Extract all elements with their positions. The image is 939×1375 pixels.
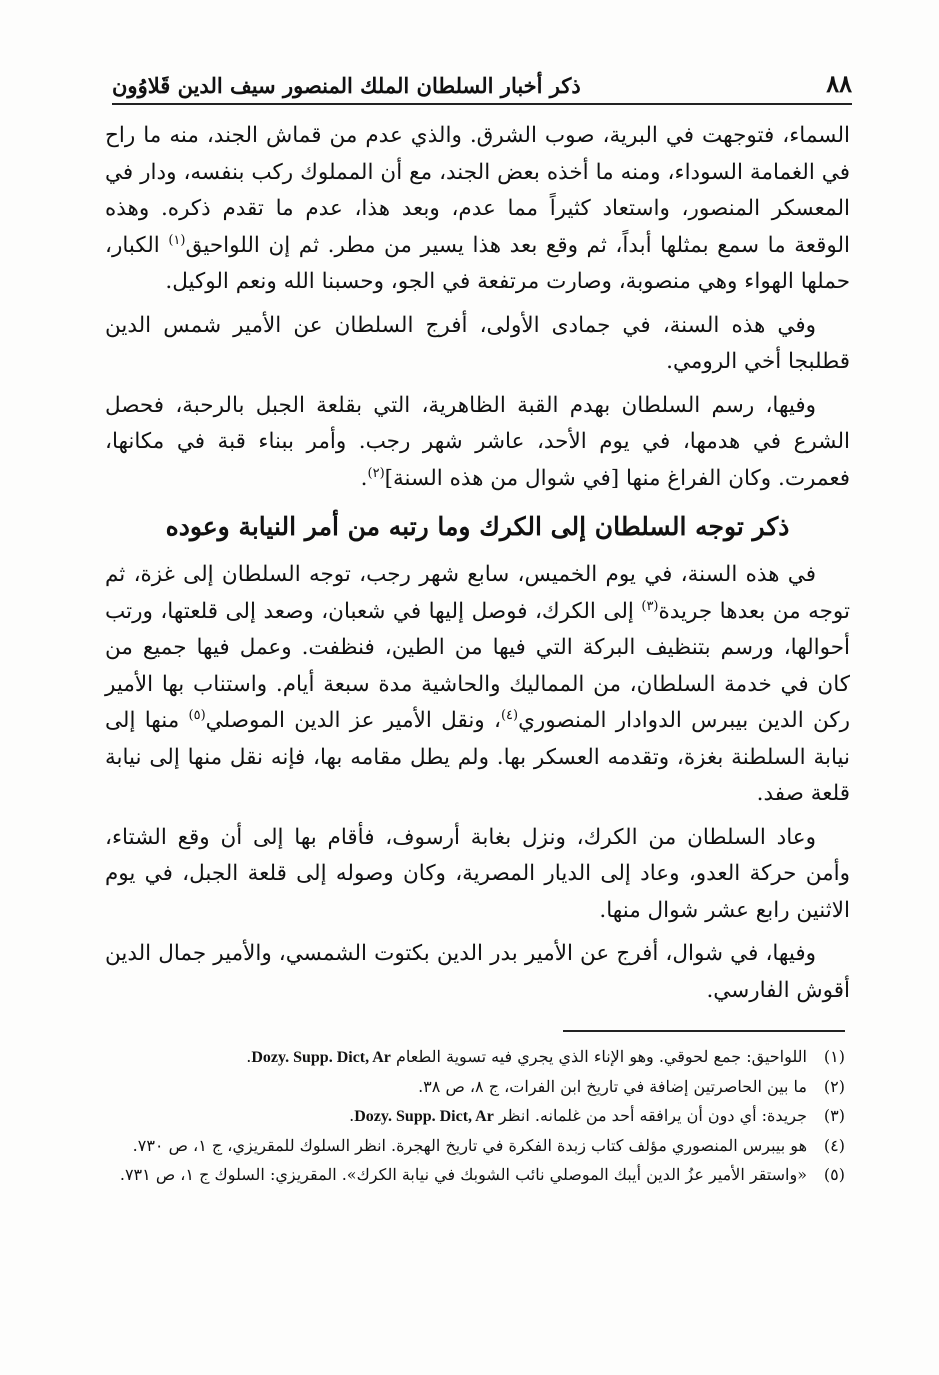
footnote-number: (٣) [823, 1106, 845, 1125]
footnote-citation: Dozy. Supp. Dict, Ar [251, 1049, 391, 1066]
paragraph-1: السماء، فتوجهت في البرية، صوب الشرق. والذي عدم من قماش الجند، منه ما راح في الغمامة السوداء، ومنه ما أخذه بعض الجند، مع أن المملوك ركب بنفسه، ودار في المعسكر المنصور، واستعاد كثيراً مما عدم، وبعد هذا، عدم ما تقدم ذكره. وهذه الوقعة ما سمع بمثلها أبداً، ثم وقع بعد هذا يسير من مطر. ثم إن اللواحيق$^{(١)}$ الكبار، حملها الهواء وهي منصوبة، وصارت مرتفعة في الجو، وحسبنا الله ونعم الوكيل. [105, 123, 851, 294]
footnote-number: (٤) [823, 1136, 845, 1155]
footnote-4 [100, 1132, 845, 1159]
footnote-number: (٥) [823, 1165, 845, 1184]
footnote-number: (٢) [823, 1077, 845, 1096]
header-rule [112, 103, 852, 105]
paragraph-6: وفيها، في شوال، أفرج عن الأمير بدر الدين بكتوت الشمسي، والأمير جمال الدين أقوش الفارسي. [105, 941, 850, 1003]
footnote-5 [100, 1161, 845, 1188]
footnote-ref-2: (٢) [367, 465, 385, 481]
page-number: ٨٨ [826, 69, 852, 98]
footnote-3: (٣) جريدة: أي دون أن يرافقه أحد من غلمانه. انظر Dozy. Supp. Dict, Ar. [100, 1102, 845, 1130]
footnote-number: (١) [823, 1047, 845, 1066]
footnote-1: (١) اللواحيق: جمع لحوقي. وهو الإناء الذي يجري فيه تسوية الطعام Dozy. Supp. Dict, Ar. [100, 1043, 845, 1071]
footnote-2 [100, 1073, 845, 1100]
footnote-text: اللواحيق: جمع لحوقي. وهو الإناء الذي يجري فيه تسوية الطعام [390, 1047, 807, 1066]
footnote-text: هو بيبرس المنصوري مؤلف كتاب زبدة الفكرة في تاريخ الهجرة. انظر السلوك للمقريزي، ج ١، ص ٧٣٠. [132, 1136, 807, 1155]
footnote-text: جريدة: أي دون أن يرافقه أحد من غلمانه. انظر [493, 1106, 807, 1125]
paragraph-2: وفي هذه السنة، في جمادى الأولى، أفرج السلطان عن الأمير شمس الدين قطلبجا أخي الرومي. [105, 312, 850, 374]
section-heading: ذكر توجه السلطان إلى الكرك وما رتبه من أمر النيابة وعوده [165, 512, 790, 541]
footnote-citation: Dozy. Supp. Dict, Ar [354, 1108, 494, 1125]
main-text [105, 118, 850, 1016]
page-header [112, 58, 852, 98]
footnote-text: «واستقر الأمير عزُ الدين أيبك الموصلي نائب الشوبك في نيابة الكرك». المقريزي: السلوك ج ١، ص ٧٣١. [119, 1165, 807, 1184]
paragraph-5: وعاد السلطان من الكرك، ونزل بغابة أرسوف، فأقام بها إلى أن وقع الشتاء، وأمن حركة العدو، وعاد إلى الديار المصرية، وكان وصوله إلى قلعة الجبل، في يوم الاثنين رابع عشر شوال منها. [105, 824, 850, 923]
paragraph-3: وفيها، رسم السلطان بهدم القبة الظاهرية، التي بقلعة الجبل بالرحبة، فحصل الشرع في هدمها، في يوم الأحد، عاشر شهر رجب. وأمر ببناء قبة في مكانها، فعمرت. وكان الفراغ منها [في شوال من هذه السنة]$^{(٢)}$. [105, 392, 850, 491]
running-title: ذكر أخبار السلطان الملك المنصور سيف الدين قَلاوُون [112, 73, 581, 98]
footnote-ref-1: (١) [168, 232, 186, 248]
footnote-text: ما بين الحاصرتين إضافة في تاريخ ابن الفرات، ج ٨، ص ٣٨. [418, 1077, 807, 1096]
footnotes [100, 1043, 845, 1190]
footnote-separator [563, 1030, 845, 1032]
footnote-ref-4: (٤) [500, 707, 519, 723]
paragraph-4: في هذه السنة، في يوم الخميس، سابع شهر رجب، توجه السلطان إلى غزة، ثم توجه من بعدها جريدة$^{(٣)}$ إلى الكرك، فوصل إليها في شعبان، وصعد إلى قلعتها، ورتب أحوالها، ورسم بتنظيف البركة التي فيها من الطين، فنظفت. وعمل فيها جميع من كان في خدمة السلطان، من المماليك والحاشية مدة سبعة أيام. واستناب بها الأمير ركن الدين بيبرس الدوادار المنصوري$^{(٤)}$، ونقل الأمير عز الدين الموصلي$^{(٥)}$ منها إلى نيابة السلطنة بغزة، وتقدمه العسكر بها. ولم يطل مقامه بها، فإنه نقل منها إلى نيابة قلعة صفد. [105, 562, 851, 806]
footnote-ref-3: (٣) [641, 598, 659, 614]
footnote-ref-5: (٥) [188, 707, 206, 723]
